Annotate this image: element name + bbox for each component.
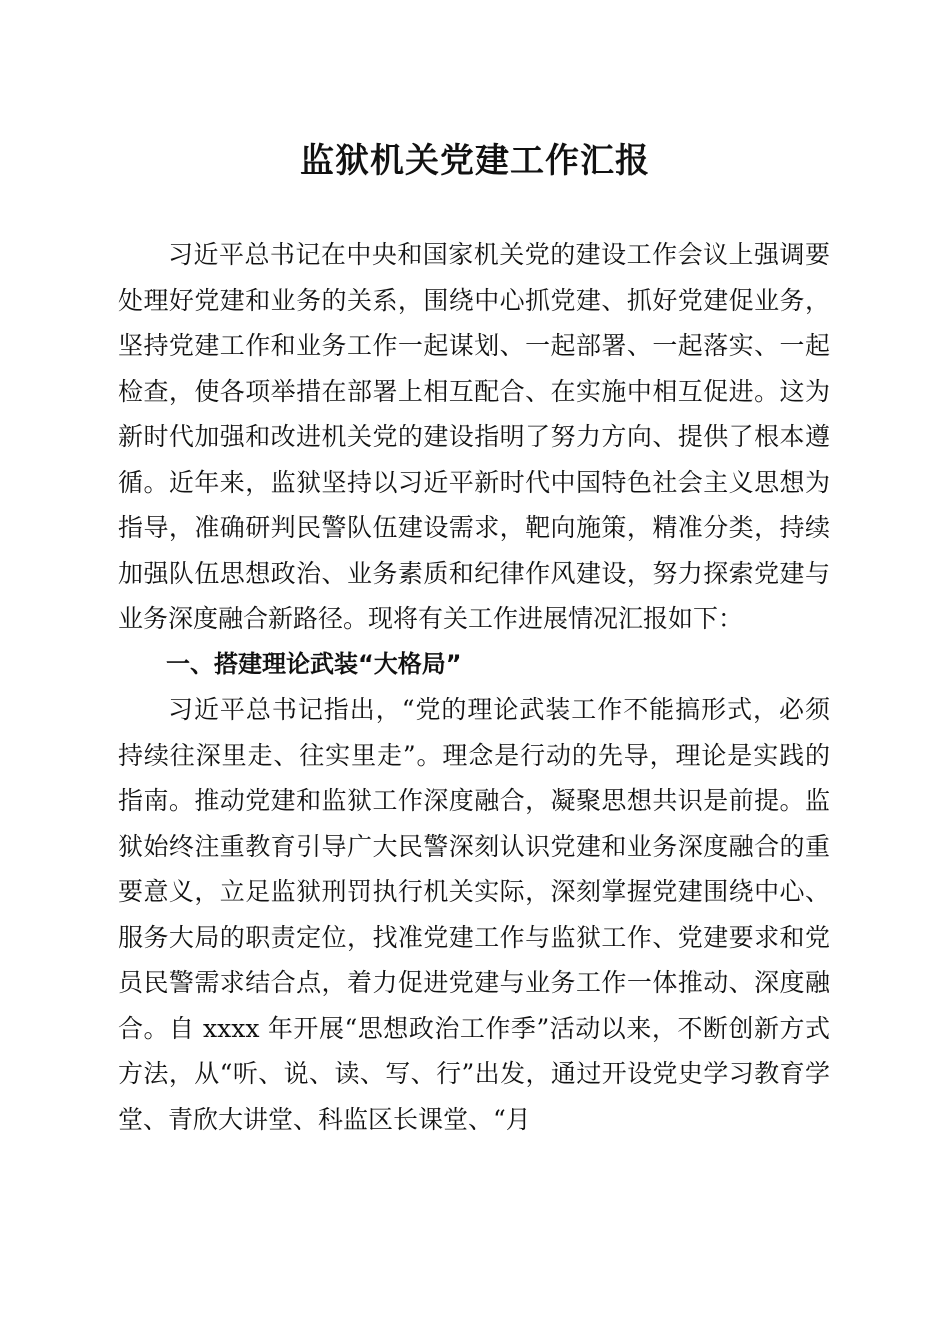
document-body <box>118 232 830 1142</box>
section-1-paragraph: 习近平总书记指出，“党的理论武装工作不能搞形式，必须持续往深里走、往实里走”。理念是行动的先导，理论是实践的指南。推动党建和监狱工作深度融合，凝聚思想共识是前提。监狱始终注重教育引导广大民警深刻认识党建和业务深度融合的重要意义，立足监狱刑罚执行机关实际，深刻掌握党建围绕中心、服务大局的职责定位，找准党建工作与监狱工作、党建要求和党员民警需求结合点，着力促进党建与业务工作一体推动、深度融合。自 xxxx 年开展“思想政治工作季”活动以来，不断创新方式方法，从“听、说、读、写、行”出发，通过开设党史学习教育学堂、青欣大讲堂、科监区长课堂、“月 <box>118 695 830 1134</box>
document-title: 监狱机关党建工作汇报 <box>300 141 650 181</box>
section-heading-1: 一、搭建理论武装“大格局” <box>166 649 462 678</box>
intro-paragraph: 习近平总书记在中央和国家机关党的建设工作会议上强调要处理好党建和业务的关系，围绕中心抓党建、抓好党建促业务，坚持党建工作和业务工作一起谋划、一起部署、一起落实、一起检查，使各项举措在部署上相互配合、在实施中相互促进。这为新时代加强和改进机关党的建设指明了努力方向、提供了根本遵循。近年来，监狱坚持以习近平新时代中国特色社会主义思想为指导，准确研判民警队伍建设需求，靶向施策，精准分类，持续加强队伍思想政治、业务素质和纪律作风建设，努力探索党建与业务深度融合新路径。现将有关工作进展情况汇报如下： <box>118 240 830 633</box>
